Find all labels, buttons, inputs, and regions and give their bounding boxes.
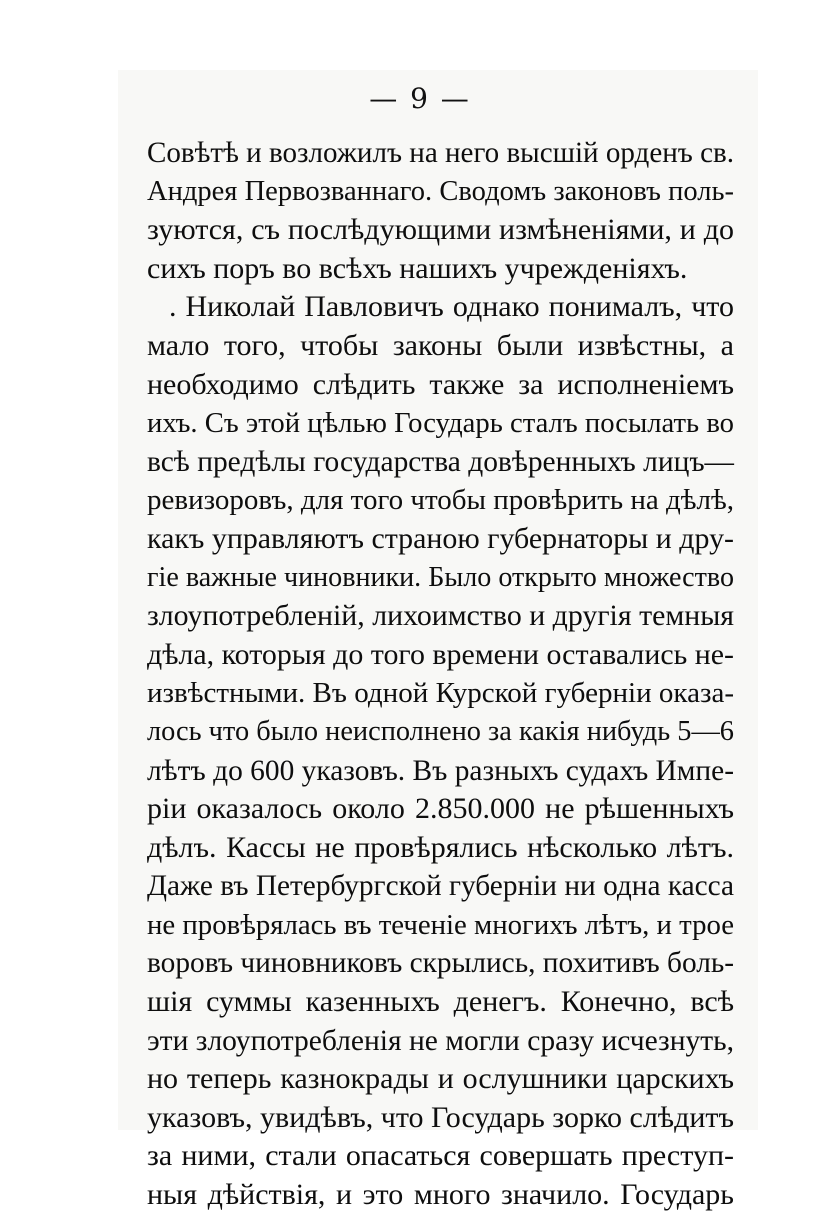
page-number: — 9 — xyxy=(369,82,471,115)
text-line-8: ихъ. Съ этой цѣлью Государь сталъ посылать во xyxy=(147,407,734,440)
text-line-3: зуются, съ послѣдующими измѣненіями, и до xyxy=(147,213,734,247)
text-line-10: ревизоровъ, для того чтобы провѣрить на дѣлѣ, xyxy=(147,484,734,517)
text-line-21: не провѣрялась въ теченіе многихъ лѣтъ, и трое xyxy=(147,908,735,941)
text-line-7: необходимо слѣдить также за исполненіемъ xyxy=(147,367,734,401)
text-line-26: указовъ, увидѣвъ, что Государь зорко слѣдитъ xyxy=(147,1100,735,1134)
text-line-2: Андрея Первозваннаго. Сводомъ законовъ поль- xyxy=(147,175,734,207)
text-line-25: но теперь казнокрады и ослушники царскихъ xyxy=(147,1062,734,1096)
text-line-14: дѣла, которыя до того времени оставались не- xyxy=(147,637,734,671)
text-line-23: шія суммы казенныхъ денегъ. Конечно, всѣ xyxy=(147,985,734,1019)
text-line-4: сихъ поръ во всѣхъ нашихъ учрежденіяхъ. xyxy=(147,251,688,285)
text-line-1: Совѣтѣ и возложилъ на него высшій орденъ св. xyxy=(147,137,734,169)
text-line-22: воровъ чиновниковъ скрылись, похитивъ боль- xyxy=(147,947,735,980)
text-line-6: мало того, чтобы законы были извѣстны, а xyxy=(147,328,734,362)
text-line-19: дѣлъ. Кассы не провѣрялись нѣсколько лѣтъ. xyxy=(147,830,734,864)
text-line-13: злоупотребленій, лихоимство и другія темныя xyxy=(147,599,734,633)
text-line-5: . Николай Павловичъ однако понималъ, что xyxy=(169,290,734,324)
text-line-15: извѣстными. Въ одной Курской губерніи оказа- xyxy=(147,677,734,710)
text-line-18: ріи оказалось около 2.850.000 не рѣшенныхъ xyxy=(147,792,734,826)
body-text xyxy=(147,134,734,1215)
text-line-12: гіе важные чиновники. Было открыто множество xyxy=(147,561,734,593)
text-line-11: какъ управляютъ страною губернаторы и дру- xyxy=(147,521,734,555)
text-line-28: ныя дѣйствія, и это много значило. Государь xyxy=(147,1178,734,1212)
text-line-27: за ними, стали опасаться совершать преступ- xyxy=(147,1139,734,1173)
text-line-17: лѣтъ до 600 указовъ. Въ разныхъ судахъ Импе- xyxy=(147,754,734,787)
text-line-16: лось что было неисполнено за какія нибудь 5—6 xyxy=(147,715,734,747)
text-line-9: всѣ предѣлы государства довѣренныхъ лицъ— xyxy=(147,445,734,478)
text-line-24: эти злоупотребленія не могли сразу исчезнуть, xyxy=(147,1024,734,1057)
text-line-20: Даже въ Петербургской губерніи ни одна касса xyxy=(147,870,734,903)
